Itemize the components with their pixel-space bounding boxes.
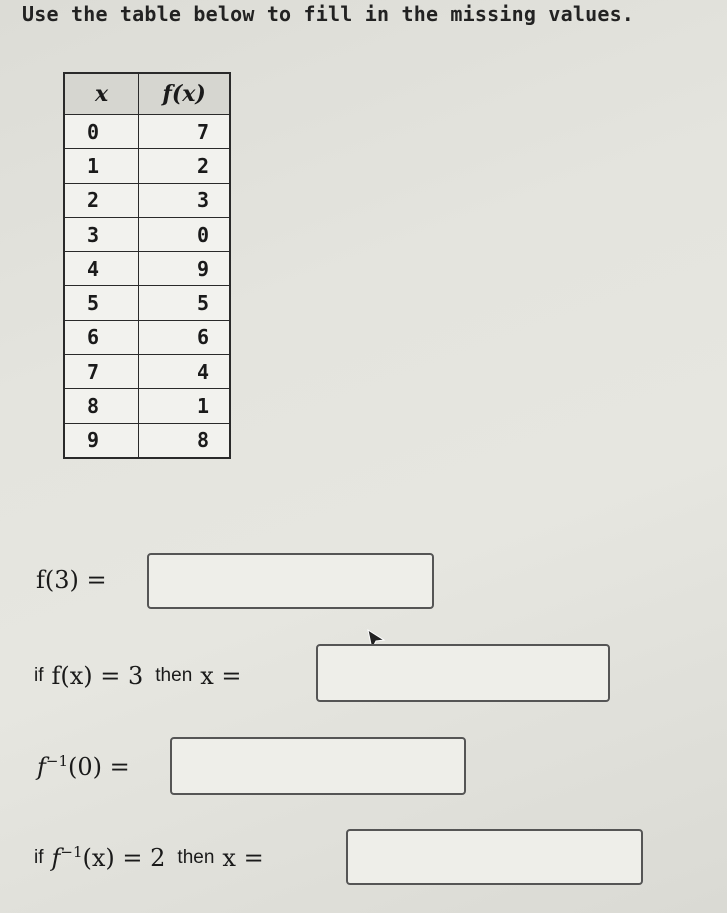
x-cell: 6: [64, 320, 139, 354]
q1-expression: f(3) =: [36, 566, 107, 594]
function-table: [63, 72, 231, 459]
q4-variable: x =: [222, 843, 264, 872]
q2-expression: f(x) = 3: [51, 662, 144, 690]
x-cell: 3: [64, 217, 139, 251]
x-cell: 1: [64, 149, 139, 183]
table-row: [64, 355, 230, 389]
q4-expression: [52, 843, 166, 872]
fx-cell: 1: [139, 389, 230, 423]
q3-expression: [37, 752, 130, 781]
q4-then-label: then: [177, 846, 215, 868]
header-x: x: [64, 73, 139, 115]
fx-cell: 7: [139, 115, 230, 149]
q4-superscript: −1: [60, 843, 83, 861]
instructions-text: Use the table below to fill in the missing values.: [22, 2, 635, 26]
fx-cell: 0: [139, 217, 230, 251]
fx-cell: 5: [139, 286, 230, 320]
header-fx: f(x): [139, 73, 230, 115]
x-cell: 9: [64, 423, 139, 458]
q4-argument: (x) = 2: [82, 844, 166, 872]
fx-cell: 8: [139, 423, 230, 458]
fx-cell: 6: [139, 320, 230, 354]
q4-if-label: if: [34, 846, 44, 868]
answer-input-q4[interactable]: [346, 829, 643, 885]
answer-input-q2[interactable]: [316, 644, 610, 702]
fx-cell: 4: [139, 355, 230, 389]
q2-then-label: then: [155, 665, 193, 686]
question-2: [34, 662, 242, 690]
x-cell: 5: [64, 286, 139, 320]
x-cell: 2: [64, 183, 139, 217]
fx-cell: 2: [139, 149, 230, 183]
q2-variable: x =: [200, 662, 242, 690]
fx-cell: 3: [139, 183, 230, 217]
x-cell: 4: [64, 252, 139, 286]
table-row: [64, 149, 230, 183]
x-cell: 8: [64, 389, 139, 423]
table-row: [64, 389, 230, 423]
table-row: [64, 252, 230, 286]
answer-input-q3[interactable]: [170, 737, 466, 795]
x-cell: 0: [64, 115, 139, 149]
table-row: [64, 286, 230, 320]
question-1: [36, 566, 107, 594]
q3-argument: (0) =: [68, 753, 130, 781]
table-row: [64, 217, 230, 251]
table-row: [64, 183, 230, 217]
q3-function-name: f: [37, 753, 46, 781]
q2-if-label: if: [34, 665, 44, 686]
table-row: [64, 423, 230, 458]
table-row: [64, 115, 230, 149]
q3-superscript: −1: [45, 752, 69, 770]
table-row: [64, 320, 230, 354]
q4-function-name: f: [51, 844, 61, 872]
fx-cell: 9: [139, 252, 230, 286]
question-3: [37, 752, 130, 781]
answer-input-q1[interactable]: [147, 553, 434, 609]
question-4: [34, 843, 264, 872]
x-cell: 7: [64, 355, 139, 389]
